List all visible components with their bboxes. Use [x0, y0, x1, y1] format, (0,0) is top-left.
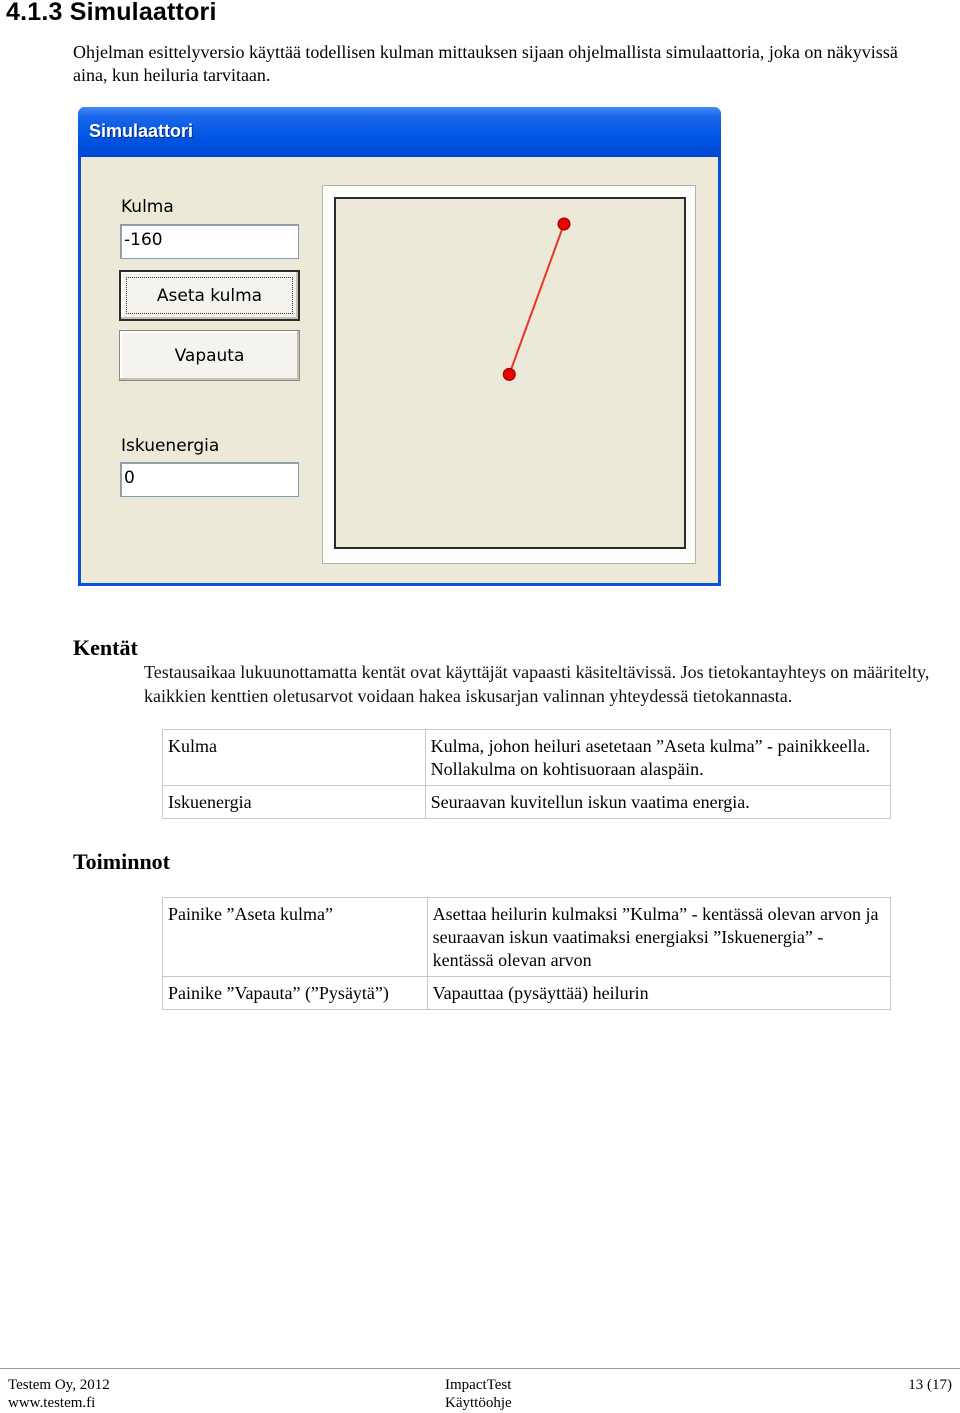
- set-angle-button[interactable]: [119, 270, 300, 321]
- table-row: [163, 786, 891, 819]
- fields-table: [162, 729, 891, 819]
- footer-doc-type: Käyttöohje: [445, 1395, 512, 1411]
- intro-paragraph: Ohjelman esittelyversio käyttää todellisen kulman mittauksen sijaan ohjelmallista simulaattoria, joka on näkyvissä aina, kun heiluria tarvitaan.: [73, 42, 898, 85]
- pendulum-graphic: [336, 199, 684, 547]
- footer-company: Testem Oy, 2012: [8, 1377, 110, 1393]
- footer-left: [8, 1376, 110, 1412]
- set-angle-button-label: Aseta kulma: [156, 285, 263, 306]
- field-description: Seuraavan kuvitellun iskun vaatima energia.: [425, 786, 890, 819]
- field-name: Kulma: [163, 730, 426, 786]
- table-row: [163, 730, 891, 786]
- footer-product: ImpactTest: [445, 1377, 512, 1393]
- section-heading: 4.1.3 Simulaattori: [6, 0, 217, 26]
- pendulum-rod: [509, 224, 564, 374]
- footer-page-number: 13 (17): [908, 1377, 952, 1393]
- release-button[interactable]: [119, 330, 300, 381]
- kulma-input[interactable]: -160: [120, 224, 299, 259]
- window-title: Simulaattori: [89, 121, 194, 141]
- kentat-paragraph: Testausaikaa lukuunottamatta kentät ovat käyttäjät vapaasti käsiteltävissä. Jos tietokantayhteys on määritelty, kaikkien kenttien oletusarvot voidaan hakea iskusarjan valinnan yhteydessä tietokannasta.: [144, 662, 930, 706]
- energy-input[interactable]: 0: [120, 462, 299, 497]
- action-description: Vapauttaa (pysäyttää) heilurin: [427, 977, 890, 1010]
- action-name: Painike ”Vapauta” (”Pysäytä”): [163, 977, 428, 1010]
- pendulum-pivot: [558, 218, 570, 230]
- pendulum-bob: [503, 368, 515, 380]
- window-titlebar[interactable]: [78, 107, 721, 157]
- kulma-label: Kulma: [121, 197, 174, 217]
- footer-right: [908, 1376, 952, 1394]
- kentat-title: Kentät: [73, 635, 138, 660]
- toiminnot-title: Toiminnot: [73, 849, 171, 874]
- footer-divider: [0, 1368, 960, 1369]
- actions-table: [162, 897, 891, 1010]
- field-name: Iskuenergia: [163, 786, 426, 819]
- table-row: [163, 977, 891, 1010]
- simulator-window: [78, 107, 721, 586]
- simulation-frame: [323, 186, 695, 563]
- field-description: Kulma, johon heiluri asetetaan ”Aseta kulma” - painikkeella. Nollakulma on kohtisuoraan alaspäin.: [425, 730, 890, 786]
- release-button-label: Vapauta: [174, 345, 245, 366]
- window-client-area: [81, 157, 718, 583]
- action-name: Painike ”Aseta kulma”: [163, 898, 428, 977]
- footer-website[interactable]: www.testem.fi: [8, 1395, 96, 1411]
- pendulum-canvas: [334, 197, 686, 549]
- focus-ring: [126, 277, 293, 314]
- table-row: [163, 898, 891, 977]
- footer-center: [445, 1376, 512, 1412]
- energy-label: Iskuenergia: [121, 436, 220, 456]
- action-description: Asettaa heilurin kulmaksi ”Kulma” - kentässä olevan arvon ja seuraavan iskun vaatimaksi energiaksi ”Iskuenergia” - kentässä olevan arvon: [427, 898, 890, 977]
